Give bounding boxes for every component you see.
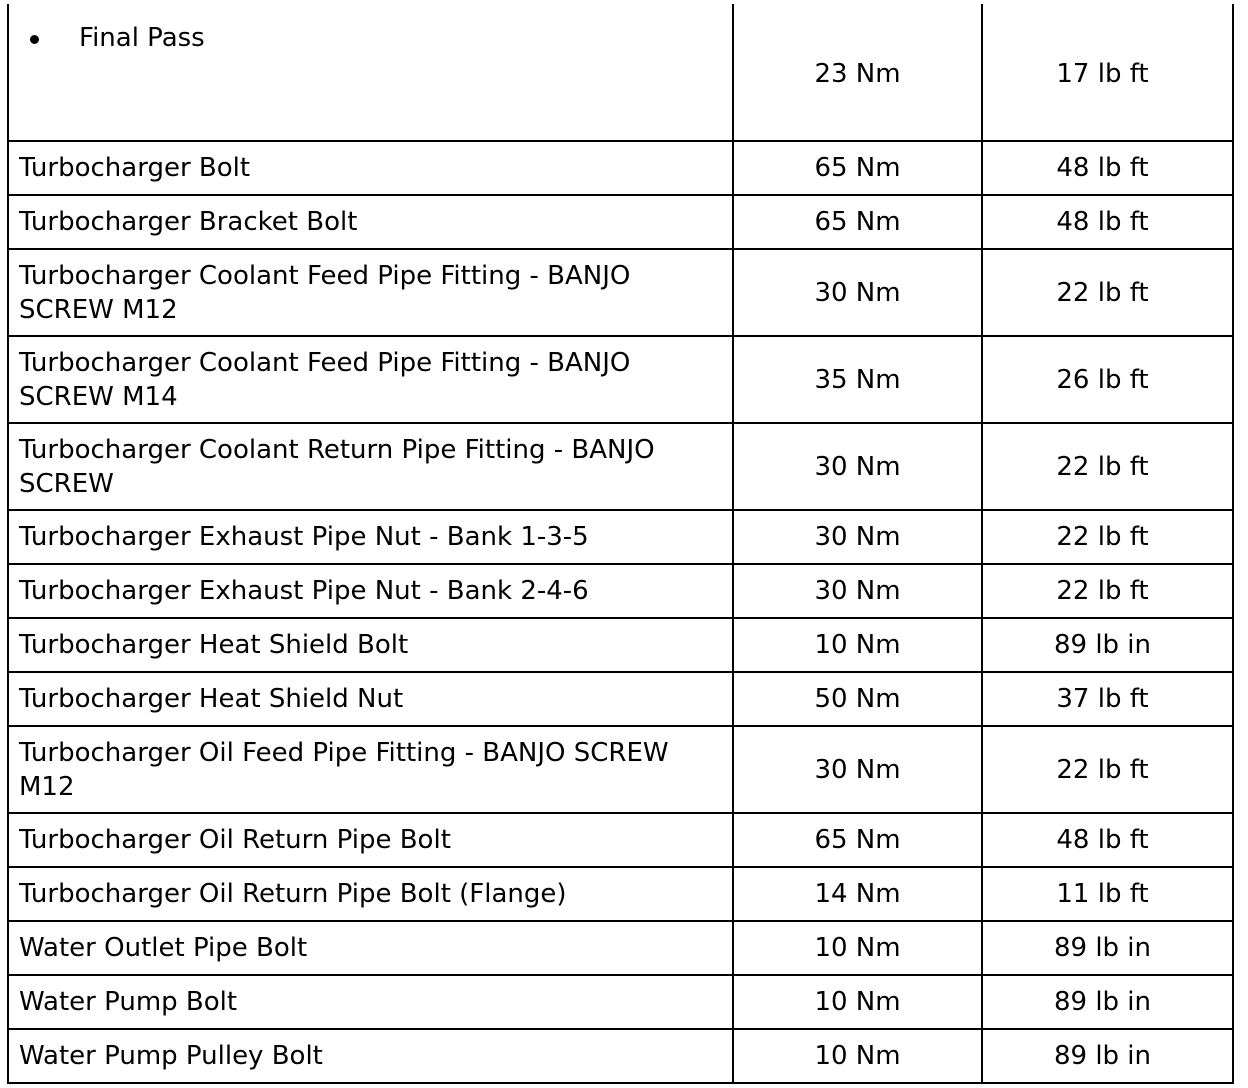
torque-nm-cell <box>733 195 982 249</box>
table-row <box>8 921 1233 975</box>
torque-lb-cell <box>982 1029 1233 1083</box>
torque-lb-value: 22 lb ft <box>1056 576 1149 606</box>
torque-nm-value: 10 Nm <box>814 987 901 1017</box>
component-cell: Turbocharger Bolt <box>8 141 733 195</box>
torque-nm-value: 30 Nm <box>814 576 901 606</box>
component-cell: Turbocharger Coolant Feed Pipe Fitting - BANJO SCREW M12 <box>8 249 733 336</box>
torque-nm-value: 65 Nm <box>814 207 901 237</box>
table-row <box>8 195 1233 249</box>
torque-nm-value: 10 Nm <box>814 630 901 660</box>
torque-lb-cell <box>982 813 1233 867</box>
torque-nm-cell <box>733 141 982 195</box>
torque-nm-cell <box>733 975 982 1029</box>
torque-nm-cell <box>733 249 982 336</box>
torque-lb-cell <box>982 564 1233 618</box>
torque-lb-value: 22 lb ft <box>1056 277 1149 308</box>
torque-lb-cell <box>982 423 1233 510</box>
torque-lb-cell <box>982 672 1233 726</box>
torque-nm-value: 10 Nm <box>814 1041 901 1071</box>
torque-lb-cell <box>982 249 1233 336</box>
torque-lb-value: 22 lb ft <box>1056 754 1149 785</box>
torque-nm-cell <box>733 921 982 975</box>
torque-nm-value: 35 Nm <box>814 364 901 395</box>
torque-lb-cell <box>982 618 1233 672</box>
component-cell: Turbocharger Oil Feed Pipe Fitting - BANJO SCREW M12 <box>8 726 733 813</box>
component-cell: Turbocharger Oil Return Pipe Bolt <box>8 813 733 867</box>
component-cell: Water Outlet Pipe Bolt <box>8 921 733 975</box>
torque-nm-cell <box>733 618 982 672</box>
torque-lb-cell <box>982 510 1233 564</box>
torque-lb-value: 89 lb in <box>1053 933 1152 963</box>
component-cell: Turbocharger Heat Shield Nut <box>8 672 733 726</box>
bullet-list-item <box>9 4 724 55</box>
component-cell: Water Pump Bolt <box>8 975 733 1029</box>
torque-nm-cell <box>733 672 982 726</box>
torque-nm-value: 30 Nm <box>814 451 901 482</box>
component-cell: Turbocharger Coolant Return Pipe Fitting - BANJO SCREW <box>8 423 733 510</box>
torque-lb-cell <box>982 4 1233 141</box>
torque-nm-value: 50 Nm <box>814 684 901 714</box>
table-row-final-pass <box>8 4 1233 141</box>
torque-lb-value: 17 lb ft <box>1056 59 1149 89</box>
torque-nm-value: 30 Nm <box>814 277 901 308</box>
torque-lb-value: 37 lb ft <box>1056 684 1149 714</box>
torque-lb-value: 48 lb ft <box>1056 825 1149 855</box>
table-row <box>8 672 1233 726</box>
torque-nm-cell <box>733 4 982 141</box>
component-cell: Turbocharger Exhaust Pipe Nut - Bank 2-4-6 <box>8 564 733 618</box>
torque-nm-cell <box>733 726 982 813</box>
table-row <box>8 813 1233 867</box>
torque-nm-cell <box>733 564 982 618</box>
torque-spec-table <box>7 4 1234 1084</box>
torque-nm-cell <box>733 1029 982 1083</box>
table-row <box>8 141 1233 195</box>
bullet-dot-icon <box>30 35 39 44</box>
table-row <box>8 867 1233 921</box>
torque-lb-cell <box>982 975 1233 1029</box>
torque-lb-value: 48 lb ft <box>1056 153 1149 183</box>
torque-nm-value: 30 Nm <box>814 754 901 785</box>
torque-lb-value: 11 lb ft <box>1056 879 1149 909</box>
component-cell: Turbocharger Heat Shield Bolt <box>8 618 733 672</box>
torque-lb-value: 22 lb ft <box>1056 451 1149 482</box>
torque-nm-value: 30 Nm <box>814 522 901 552</box>
torque-nm-value: 65 Nm <box>814 825 901 855</box>
torque-nm-cell <box>733 813 982 867</box>
torque-nm-cell <box>733 423 982 510</box>
torque-nm-value: 23 Nm <box>814 59 901 89</box>
torque-nm-cell <box>733 867 982 921</box>
torque-nm-value: 10 Nm <box>814 933 901 963</box>
torque-lb-value: 26 lb ft <box>1056 364 1149 395</box>
table-row <box>8 564 1233 618</box>
torque-lb-value: 89 lb in <box>1053 630 1152 660</box>
table-row <box>8 726 1233 813</box>
torque-nm-cell <box>733 510 982 564</box>
torque-spec-body <box>8 4 1233 1083</box>
torque-lb-value: 89 lb in <box>1053 1041 1152 1071</box>
table-row <box>8 975 1233 1029</box>
final-pass-cell <box>8 4 733 141</box>
torque-lb-cell <box>982 726 1233 813</box>
table-row <box>8 249 1233 336</box>
table-row <box>8 336 1233 423</box>
torque-lb-value: 89 lb in <box>1053 987 1152 1017</box>
component-cell: Turbocharger Exhaust Pipe Nut - Bank 1-3-5 <box>8 510 733 564</box>
torque-lb-cell <box>982 921 1233 975</box>
table-row <box>8 618 1233 672</box>
component-cell: Water Pump Pulley Bolt <box>8 1029 733 1083</box>
torque-lb-cell <box>982 336 1233 423</box>
torque-lb-cell <box>982 195 1233 249</box>
torque-lb-cell <box>982 867 1233 921</box>
torque-lb-value: 22 lb ft <box>1056 522 1149 552</box>
bullet-label: Final Pass <box>79 23 205 53</box>
torque-lb-cell <box>982 141 1233 195</box>
table-row <box>8 510 1233 564</box>
torque-nm-cell <box>733 336 982 423</box>
torque-lb-value: 48 lb ft <box>1056 207 1149 237</box>
torque-nm-value: 65 Nm <box>814 153 901 183</box>
component-cell: Turbocharger Bracket Bolt <box>8 195 733 249</box>
table-row <box>8 423 1233 510</box>
table-row <box>8 1029 1233 1083</box>
torque-nm-value: 14 Nm <box>814 879 901 909</box>
component-cell: Turbocharger Oil Return Pipe Bolt (Flange) <box>8 867 733 921</box>
component-cell: Turbocharger Coolant Feed Pipe Fitting - BANJO SCREW M14 <box>8 336 733 423</box>
